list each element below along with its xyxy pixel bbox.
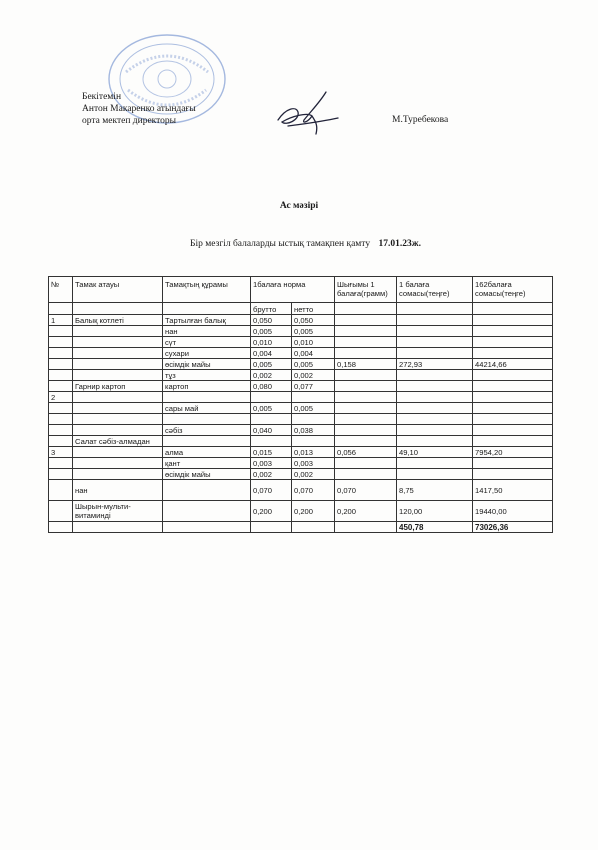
cell-cost-1: 120,00 [397, 501, 473, 522]
cell-dish-name [73, 425, 163, 436]
cell-ingredient [163, 436, 251, 447]
cell-dish-name: Шырын-мульти-витаминді [73, 501, 163, 522]
table-row [49, 381, 553, 392]
cell-cost-1: 8,75 [397, 480, 473, 501]
cell-netto: 0,013 [292, 447, 335, 458]
cell-output [335, 370, 397, 381]
cell-brutto [251, 414, 292, 425]
table-row [49, 436, 553, 447]
table-row [49, 337, 553, 348]
cell-brutto: 0,200 [251, 501, 292, 522]
table-subheader-row [49, 303, 553, 315]
cell-number [49, 480, 73, 501]
cell-cost-162: 44214,66 [473, 359, 553, 370]
header-norm: 1балаға норма [251, 277, 335, 303]
cell-netto [292, 436, 335, 447]
cell-brutto: 0,005 [251, 326, 292, 337]
cell-netto: 0,005 [292, 403, 335, 414]
cell-cost-1 [397, 315, 473, 326]
cell-number [49, 436, 73, 447]
cell-brutto: 0,002 [251, 469, 292, 480]
cell-cost-162 [473, 337, 553, 348]
cell-cost-1: 49,10 [397, 447, 473, 458]
table-row [49, 359, 553, 370]
cell-number [49, 370, 73, 381]
table-row [49, 370, 553, 381]
cell-ingredient: Тартылған балық [163, 315, 251, 326]
cell-dish-name [73, 458, 163, 469]
cell-number [49, 381, 73, 392]
cell-cost-1 [397, 403, 473, 414]
cell-dish-name [73, 326, 163, 337]
table-row [49, 348, 553, 359]
cell-cost-1 [397, 381, 473, 392]
cell-netto [292, 414, 335, 425]
cell-output [335, 436, 397, 447]
approval-line-1: Бекітемін [82, 92, 122, 102]
cell-cost-162 [473, 403, 553, 414]
cell-dish-name [73, 370, 163, 381]
header-output: Шығымы 1 балаға(грамм) [335, 277, 397, 303]
cell-cost-162 [473, 326, 553, 337]
cell-dish-name [73, 337, 163, 348]
cell-output [335, 348, 397, 359]
cell-cost-162 [473, 425, 553, 436]
cell-output [335, 326, 397, 337]
cell-brutto: 0,003 [251, 458, 292, 469]
cell-cost-162: 19440,00 [473, 501, 553, 522]
cell-ingredient [163, 392, 251, 403]
cell-cost-162 [473, 392, 553, 403]
cell-dish-name [73, 414, 163, 425]
cell-ingredient [163, 414, 251, 425]
cell-number: 2 [49, 392, 73, 403]
table-row [49, 326, 553, 337]
cell-dish-name [73, 359, 163, 370]
cell-ingredient: сухари [163, 348, 251, 359]
cell-number [49, 458, 73, 469]
cell-output [335, 458, 397, 469]
cell-ingredient: алма [163, 447, 251, 458]
header-cost-162: 162балаға сомасы(теңге) [473, 277, 553, 303]
cell-brutto: 0,050 [251, 315, 292, 326]
subtitle-text: Бір мезгіл балаларды ыстық тамақпен қамту [190, 239, 371, 249]
cell-dish-name: Салат сәбіз-алмадан [73, 436, 163, 447]
totals-row [49, 522, 553, 533]
cell-dish-name [73, 469, 163, 480]
cell-output [335, 414, 397, 425]
header-dish-name: Тамак атауы [73, 277, 163, 303]
cell-cost-1 [397, 348, 473, 359]
cell-netto [292, 392, 335, 403]
cell-brutto: 0,010 [251, 337, 292, 348]
table-row [49, 315, 553, 326]
director-signature [268, 82, 348, 137]
cell-output [335, 425, 397, 436]
cell-output: 0,158 [335, 359, 397, 370]
table-row [49, 425, 553, 436]
cell-cost-162 [473, 381, 553, 392]
total-cost-1: 450,78 [397, 522, 473, 533]
cell-brutto: 0,005 [251, 359, 292, 370]
cell-netto: 0,077 [292, 381, 335, 392]
total-cost-162: 73026,36 [473, 522, 553, 533]
cell-netto: 0,002 [292, 469, 335, 480]
cell-brutto: 0,080 [251, 381, 292, 392]
cell-netto: 0,010 [292, 337, 335, 348]
cell-dish-name [73, 392, 163, 403]
cell-ingredient [163, 501, 251, 522]
cell-number [49, 425, 73, 436]
cell-brutto [251, 436, 292, 447]
menu-subtitle [190, 239, 421, 249]
cell-netto: 0,070 [292, 480, 335, 501]
cell-cost-162: 1417,50 [473, 480, 553, 501]
cell-cost-1 [397, 458, 473, 469]
cell-cost-1 [397, 425, 473, 436]
cell-ingredient [163, 480, 251, 501]
cell-dish-name [73, 348, 163, 359]
cell-output [335, 337, 397, 348]
cell-dish-name [73, 447, 163, 458]
cell-ingredient: нан [163, 326, 251, 337]
cell-cost-162 [473, 315, 553, 326]
cell-output [335, 403, 397, 414]
cell-cost-1 [397, 337, 473, 348]
cell-ingredient: өсімдік майы [163, 469, 251, 480]
cell-number [49, 359, 73, 370]
cell-netto: 0,038 [292, 425, 335, 436]
cell-dish-name [73, 403, 163, 414]
cell-netto: 0,005 [292, 359, 335, 370]
header-number: № [49, 277, 73, 303]
cell-output: 0,056 [335, 447, 397, 458]
cell-cost-162 [473, 370, 553, 381]
cell-brutto: 0,004 [251, 348, 292, 359]
cell-output [335, 469, 397, 480]
header-composition: Тамақтың құрамы [163, 277, 251, 303]
cell-brutto: 0,040 [251, 425, 292, 436]
table-header-row [49, 277, 553, 303]
table-row [49, 469, 553, 480]
cell-dish-name: Балық котлеті [73, 315, 163, 326]
menu-table [48, 276, 553, 533]
cell-output [335, 392, 397, 403]
cell-output: 0,200 [335, 501, 397, 522]
cell-netto: 0,003 [292, 458, 335, 469]
cell-dish-name: Гарнир картоп [73, 381, 163, 392]
cell-cost-162 [473, 436, 553, 447]
cell-number [49, 501, 73, 522]
menu-date: 17.01.23ж. [378, 239, 421, 249]
header-brutto: брутто [251, 303, 292, 315]
approval-line-2: Антон Макаренко атындағы [82, 104, 196, 114]
cell-ingredient: картоп [163, 381, 251, 392]
menu-table-body [49, 315, 553, 522]
approval-block [82, 91, 196, 127]
cell-number [49, 326, 73, 337]
cell-cost-162 [473, 348, 553, 359]
cell-dish-name: нан [73, 480, 163, 501]
cell-number: 3 [49, 447, 73, 458]
cell-netto: 0,002 [292, 370, 335, 381]
cell-brutto: 0,015 [251, 447, 292, 458]
table-row [49, 501, 553, 522]
page-title: Ас мәзірі [279, 201, 319, 211]
cell-number [49, 348, 73, 359]
cell-output [335, 315, 397, 326]
header-netto: нетто [292, 303, 335, 315]
table-row [49, 480, 553, 501]
cell-brutto: 0,070 [251, 480, 292, 501]
cell-cost-162: 7954,20 [473, 447, 553, 458]
cell-ingredient: сары май [163, 403, 251, 414]
header-cost-1: 1 балаға сомасы(теңге) [397, 277, 473, 303]
cell-ingredient: сәбіз [163, 425, 251, 436]
cell-brutto: 0,002 [251, 370, 292, 381]
cell-ingredient: өсімдік майы [163, 359, 251, 370]
cell-ingredient: сүт [163, 337, 251, 348]
table-row [49, 447, 553, 458]
cell-brutto: 0,005 [251, 403, 292, 414]
cell-output [335, 381, 397, 392]
director-name: М.Туребекова [392, 115, 449, 125]
cell-cost-1 [397, 370, 473, 381]
cell-cost-1 [397, 326, 473, 337]
cell-netto: 0,050 [292, 315, 335, 326]
cell-output: 0,070 [335, 480, 397, 501]
cell-number [49, 414, 73, 425]
cell-cost-1 [397, 436, 473, 447]
table-row [49, 403, 553, 414]
cell-number: 1 [49, 315, 73, 326]
cell-ingredient: қант [163, 458, 251, 469]
table-row [49, 414, 553, 425]
cell-brutto [251, 392, 292, 403]
cell-cost-162 [473, 458, 553, 469]
table-row [49, 458, 553, 469]
cell-cost-1 [397, 392, 473, 403]
cell-cost-1 [397, 469, 473, 480]
cell-number [49, 403, 73, 414]
table-row [49, 392, 553, 403]
cell-number [49, 469, 73, 480]
cell-cost-162 [473, 414, 553, 425]
cell-netto: 0,004 [292, 348, 335, 359]
cell-netto: 0,200 [292, 501, 335, 522]
cell-cost-1: 272,93 [397, 359, 473, 370]
cell-number [49, 337, 73, 348]
cell-ingredient: тұз [163, 370, 251, 381]
approval-line-3: орта мектеп директоры [82, 116, 177, 126]
cell-cost-162 [473, 469, 553, 480]
cell-netto: 0,005 [292, 326, 335, 337]
cell-cost-1 [397, 414, 473, 425]
